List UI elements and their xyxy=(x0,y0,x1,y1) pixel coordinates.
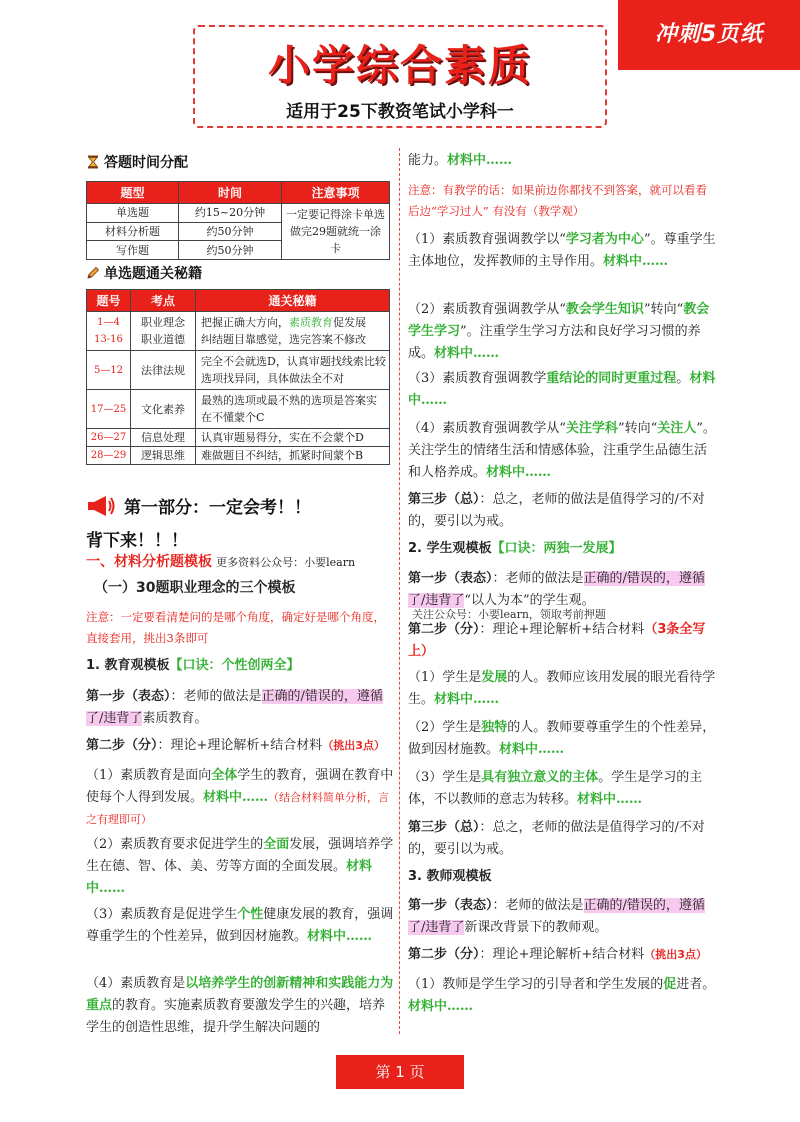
col-header-type: 题型 xyxy=(87,182,179,204)
table-row: 28—29 逻辑思维 难做题目不纠结，抓紧时间蒙个B xyxy=(87,447,390,465)
table-row: 材料分析题 约50分钟 xyxy=(87,222,390,241)
notes-cell: 一定要记得涂卡单选做完29题就统一涂卡 xyxy=(282,204,390,260)
continued-text: 能力。材料中…… xyxy=(408,153,513,168)
table-row: 17—25 文化素养 最熟的选项或最不熟的选项是答案实在不懂蒙个C xyxy=(87,390,390,429)
point-3: （3）素质教育是促进学生个性健康发展的教育，强调尊重学生的个性差异，做到因材施教。材料中…… xyxy=(86,907,394,944)
tips-table xyxy=(86,289,390,465)
step-three: 第三步（总）：总之，老师的做法是值得学习的/不对的，要引以为戒。 xyxy=(408,492,705,529)
hourglass-icon xyxy=(86,155,100,169)
teacher-point-1: （1）教师是学生学习的引导者和学生发展的促进者。材料中…… xyxy=(408,977,716,1014)
teaching-point-4: （4）素质教育强调教学从“关注学科”转向“关注人”。关注学生的情绪生活和情感体验，注重学生品德生活和人格养成。材料中…… xyxy=(408,421,716,480)
table-row: 26—27 信息处理 认真审题易得分，实在不会蒙个D xyxy=(87,429,390,447)
table-row: 5—12 法律法规 完全不会就选D，认真审题找线索比较选项找异同，具体做法全不对 xyxy=(87,351,390,390)
watermark-text: 关注公众号：小要learn，领取考前押题 xyxy=(412,608,606,621)
teaching-point-1: （1）素质教育强调教学以“学习者为中心”。尊重学生主体地位，发挥教师的主导作用。材料中…… xyxy=(408,232,716,269)
note-text: 注意：一定要看清楚问的是哪个角度，确定好是哪个角度，直接套用，挑出3条即可 xyxy=(86,610,385,645)
step-one: 第一步（表态）：老师的做法是正确的/错误的，遵循了/违背了新课改背景下的教师观。 xyxy=(408,898,705,935)
time-table xyxy=(86,181,390,260)
table-row: 写作题 约50分钟 xyxy=(87,241,390,260)
megaphone-icon xyxy=(86,494,116,518)
part-one-subheading: 背下来！！！ xyxy=(86,531,188,551)
time-section-heading: 答题时间分配 xyxy=(86,152,188,172)
col-header-tips: 通关秘籍 xyxy=(196,290,390,312)
column-divider xyxy=(399,148,400,1034)
step-two: 第二步（分）：理论+理论解析+结合材料（挑出3点） xyxy=(86,738,385,753)
table-row: 单选题 约15~20分钟 一定要记得涂卡单选做完29题就统一涂卡 xyxy=(87,204,390,223)
title-box xyxy=(193,25,607,128)
col-header-notes: 注意事项 xyxy=(282,182,390,204)
tips-section-heading: 单选题通关秘籍 xyxy=(86,263,202,283)
step-three: 第三步（总）：总之，老师的做法是值得学习的/不对的，要引以为戒。 xyxy=(408,820,705,857)
page-title: 小学综合素质 xyxy=(267,41,532,90)
step-one: 第一步（表态）：老师的做法是正确的/错误的，遵循了/违背了“以人为本”的学生观。 xyxy=(408,571,705,608)
promo-banner xyxy=(618,0,800,70)
note-text: 注意：有教学的话：如果前边你都找不到答案，就可以看看后边“学习过人” 有没有（教学观） xyxy=(408,183,707,218)
page-subtitle: 适用于25下教资笔试小学科一 xyxy=(286,102,514,122)
teaching-point-2: （2）素质教育强调教学从“教会学生知识”转向“教会学生学习”。注重学生学习方法和良好学习习惯的养成。材料中…… xyxy=(408,302,710,361)
point-4: （4）素质教育是以培养学生的创新精神和实践能力为重点的教育。实施素质教育要激发学生的兴趣，培养学生的创造性思维，提升学生解决问题的 xyxy=(86,976,394,1035)
point-1: （1）素质教育是面向全体学生的教育，强调在教育中使每个人得到发展。材料中……（结合材料简单分析，言之有理即可） xyxy=(86,768,394,826)
template-title: 2. 学生观模板【口诀：两独一发展】 xyxy=(408,541,622,556)
teaching-point-3: （3）素质教育强调教学重结论的同时更重过程。材料中…… xyxy=(408,371,716,408)
point-2: （2）素质教育要求促进学生的全面发展，强调培养学生在德、智、体、美、劳等方面的全面发展。材料中…… xyxy=(86,837,394,896)
section-title: 一、材料分析题模板 更多资料公众号：小要learn xyxy=(86,554,356,570)
template-title: 3. 教师观模板 xyxy=(408,869,492,884)
col-header-point: 考点 xyxy=(131,290,196,312)
step-two: 第二步（分）：理论+理论解析+结合材料（挑出3点） xyxy=(408,947,707,962)
template-title: 1. 教育观模板【口诀：个性创两全】 xyxy=(86,658,300,673)
step-two: 第二步（分）：理论+理论解析+结合材料（3条全写上） xyxy=(408,622,706,659)
student-point-2: （2）学生是独特的人。教师要尊重学生的个性差异，做到因材施教。材料中…… xyxy=(408,720,716,757)
student-point-1: （1）学生是发展的人。教师应该用发展的眼光看待学生。材料中…… xyxy=(408,670,716,707)
part-one-heading: 第一部分：一定会考！！ xyxy=(86,493,311,518)
subsection-title: （一）30题职业理念的三个模板 xyxy=(94,580,296,596)
col-header-number: 题号 xyxy=(87,290,131,312)
student-point-3: （3）学生是具有独立意义的主体。学生是学习的主体，不以教师的意志为转移。材料中…… xyxy=(408,770,703,807)
page-number: 第 1 页 xyxy=(336,1055,464,1089)
step-one: 第一步（表态）：老师的做法是正确的/错误的，遵循了/违背了素质教育。 xyxy=(86,689,383,726)
banner-text: 冲刺5页纸 xyxy=(654,22,764,47)
pencil-icon xyxy=(86,266,100,280)
col-header-time: 时间 xyxy=(179,182,282,204)
table-row: 1—4 13-16 职业理念 职业道德 把握正确大方向，素质教育促发展 纠结题目靠感觉，选完答案不修改 xyxy=(87,312,390,351)
